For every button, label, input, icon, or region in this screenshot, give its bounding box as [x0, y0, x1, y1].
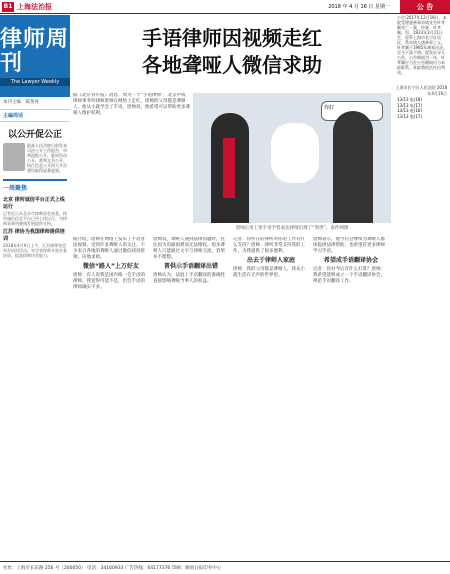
headline-line1: 手语律师因视频走红 [142, 26, 322, 50]
page-logo: B1 [3, 3, 13, 10]
body-column-4 [313, 237, 389, 557]
notice-list [395, 97, 450, 119]
headline-line2: 各地聋哑人微信求助 [142, 53, 322, 77]
notice-list-item: 13/13 电(18) [397, 108, 423, 113]
subhead-4: 希望成手语翻译协会 [323, 257, 378, 264]
author-portrait [3, 143, 25, 171]
host-label: 主编周话 [0, 109, 70, 122]
body-column-2 [153, 237, 229, 557]
col1b-text: 唐帅：有人说我是国内唯一会手语的律师。我觉得可能不是，但会手语的律师确实不多。 [73, 273, 145, 290]
news-photo [193, 93, 391, 223]
col4b-text: 记者：你对今后有什么打算？唐帅：我希望能够成立一个手语翻译协会，规范手语翻译工作。 [313, 267, 385, 284]
col3-text: 记者：你所在的律所对你的工作有什么支持？唐帅：律所非常支持我的工作，为我提供了很多便利。 [233, 237, 305, 254]
lead-paragraph: 据《北京青年报》消息，周为一个“手语律师”，北京中成律师事务所律师唐帅在网络上走红。唐帅的父母都是聋哑人，他从小就学会了手语。唐帅说，他希望可以帮助更多聋哑人维护权利。 [73, 93, 190, 116]
masthead [0, 15, 70, 97]
photo-person-right [333, 111, 373, 223]
masthead-title: 律师周刊 [0, 25, 70, 76]
col4-text: 唐帅表示，他今后会继续为聋哑人群体提供法律帮助，也希望有更多律师学习手语。 [313, 237, 385, 254]
col1-text: 据介绍，唐帅在网络上发布了手语普法视频，受到许多聋哑人的关注。不少来自各地的聋哑人通过微信找到唐帅，向他求助。 [73, 237, 145, 260]
col3b-text: 唐帅：我的父母都是聋哑人，我从小就生活在无声的世界里。 [233, 267, 305, 278]
body-column-3 [233, 237, 309, 557]
footer: 社址：上海市长乐路 256 号（200050） 电话：34160933 广告热线：64177376 印刷：解放日报印务中心 [0, 561, 450, 574]
col2-text: 唐帅说，聋哑人遇到法律问题时，往往因为沟通困难而无法维权。很多聋哑人只能通过文字与律师交流，效果并不理想。 [153, 237, 225, 260]
masthead-en: The Lawyer Weekly [0, 78, 70, 86]
photo-scarf [223, 138, 235, 198]
paper-name: 上海法治报 [17, 1, 52, 11]
editorial-title: 以公开促公正 [7, 130, 62, 140]
editors: 本刊主编：陈斐亮 [3, 100, 39, 105]
subhead-1: 微信“路人”上万好友 [83, 263, 139, 270]
col2b-text: 唐帅认为，法庭上手语翻译的准确性直接影响聋哑当事人的权益。 [153, 273, 225, 284]
left-column [0, 15, 70, 560]
photo-bubble-text: 你好 [324, 105, 335, 111]
notice-list-item: 13/13 电(17) [397, 102, 423, 108]
section-heading: 一周聚焦 [3, 179, 67, 192]
news2-text: 2018年4月9日上午，江苏律师协会举办培训活动，对全省律师开展业务培训，提高律师执业能力。 [3, 243, 67, 258]
main-column [73, 15, 391, 560]
notice-tab: 公 告 [400, 0, 450, 13]
right-column [395, 15, 450, 560]
news1-title: 北京 律所诚信平台正式上线运行 [3, 197, 65, 210]
issue-info: 2018 年 4 月 16 日 星期一 [328, 4, 390, 10]
top-bar [0, 0, 450, 14]
photo-cartoon [271, 123, 319, 183]
notice-list-item: 13/13 电(18) [397, 97, 423, 102]
news2-title: 江苏 律协为我国律师提供培训 [3, 229, 65, 242]
body-column-1 [73, 237, 149, 557]
subhead-3: 出去于律师人家庭 [246, 257, 295, 264]
editorial-text: 最高人民法院日前发布司法公开工作报告，审判流程公开、庭审活动公开、裁判文书公开、执行信息公开四大平台建设取得显著进展。 [27, 143, 67, 173]
subhead-2: 普供示手语翻译出错 [163, 263, 218, 270]
notice-sign: 上海市长宁区人民法院 2018年4月16日 [395, 85, 447, 96]
headline [73, 25, 391, 79]
photo-caption: 唐帅正用上述手语手势表达律师出现了“周世”。发件网图 [235, 226, 349, 231]
notice-text: 公告:2017年12月18日，本院受理盛善章申请宣告叶孝顺死亡一案，经查：叶孝顺，男，1923年3月11日生，原系上海市长宁区居民，系申请人盛善章之父。叶孝顺于1985年离家出走，至今下落不明。现发出寻人公告，公告期间为一年，叶孝顺应当在公告期间内与本院联系，本院将依法作出判决。 [397, 15, 448, 75]
news1-text: 记者近日从北京市律师协会获悉，律所诚信信息平台已经上线运行，为律师事务所健康发展提供支持。 [3, 211, 67, 226]
notice-list-item: 13/13 电(17) [397, 113, 423, 119]
